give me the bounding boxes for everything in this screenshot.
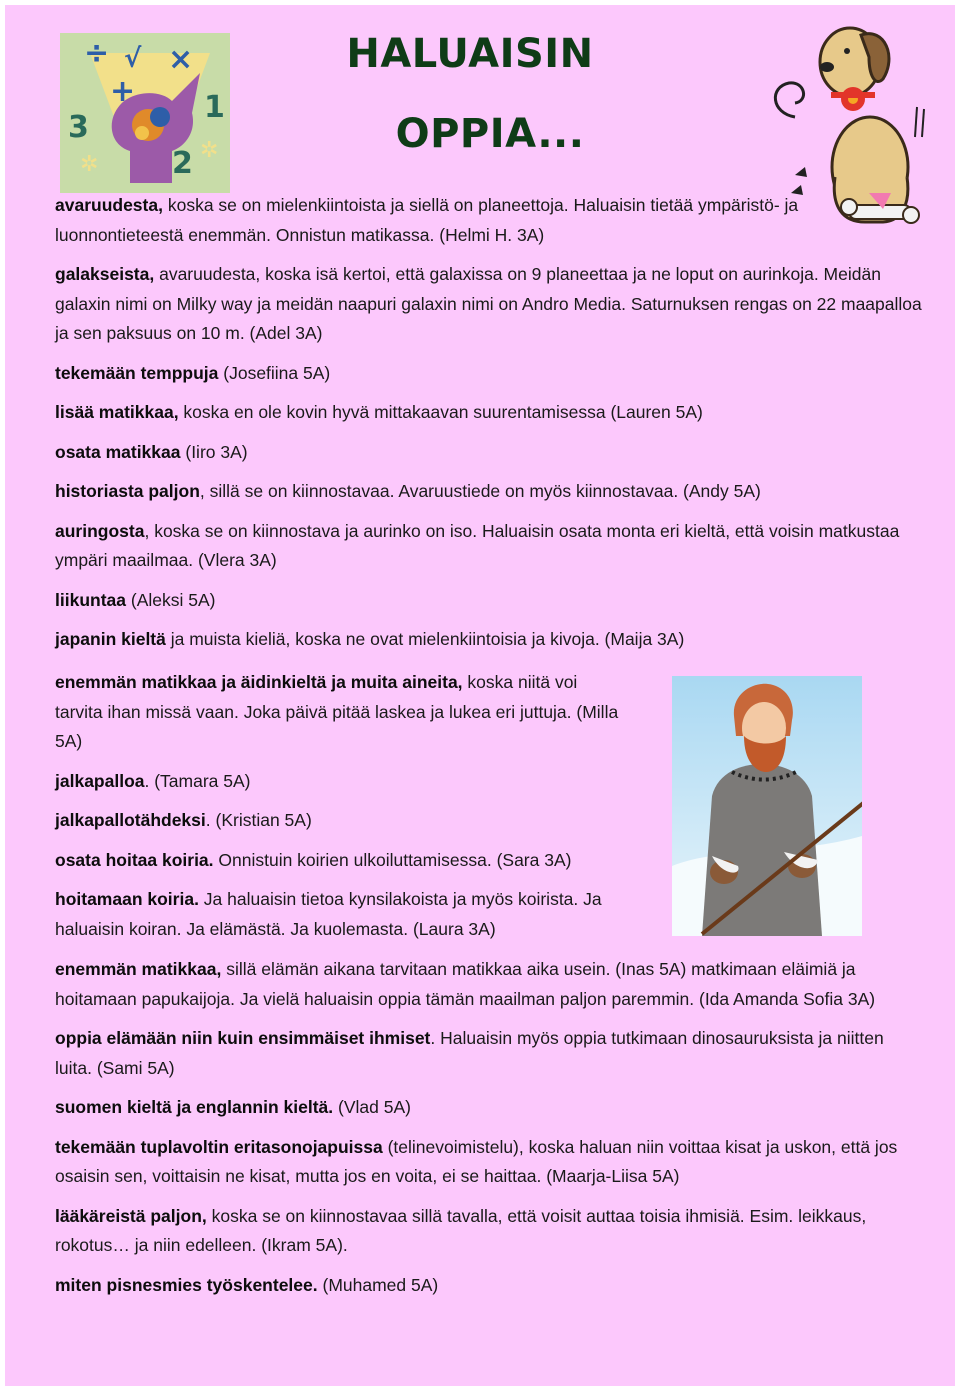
svg-text:√: √	[124, 44, 142, 74]
entry: tekemään temppuja (Josefiina 5A)	[55, 362, 331, 383]
entry: osata hoitaa koiria. Onnistuin koirien ulkoiluttamisessa. (Sara 3A)	[55, 849, 572, 870]
entries-bottom	[55, 955, 925, 1310]
page	[5, 5, 955, 1386]
entry: oppia elämään niin kuin ensimmäiset ihmiset. Haluaisin myös oppia tutkimaan dinosauruksista ja niitten luita. (Sami 5A)	[55, 1028, 884, 1078]
page-title-line1: HALUAISIN	[346, 31, 594, 77]
svg-text:✲: ✲	[200, 138, 219, 163]
entry: enemmän matikkaa, sillä elämän aikana tarvitaan matikkaa aika usein. (Inas 5A) matkimaan eläimiä ja hoitamaan papukaijoja. Ja vielä haluaisin oppia tämän maailman paljon paremmin. (Ida Amanda Sofia 3A)	[55, 959, 876, 1009]
svg-text:3: 3	[68, 110, 89, 145]
svg-text:1: 1	[204, 90, 225, 125]
entry: jalkapallotähdeksi. (Kristian 5A)	[55, 810, 312, 830]
svg-text:✲: ✲	[80, 152, 99, 177]
entry: enemmän matikkaa ja äidinkieltä ja muita aineita, koska niitä voi tarvita ihan missä vaan. Joka päivä pitää laskea ja lukea eri juttuja. (Milla 5A)	[55, 672, 619, 751]
entry: historiasta paljon, sillä se on kiinnostavaa. Avaruustiede on myös kiinnostavaa. (Andy 5A)	[55, 481, 761, 501]
explorer-illustration	[672, 676, 862, 936]
entry: miten pisnesmies työskentelee. (Muhamed 5A)	[55, 1274, 439, 1295]
entry: jalkapalloa. (Tamara 5A)	[55, 770, 251, 791]
entry: lääkäreistä paljon, koska se on kiinnostavaa sillä tavalla, että voisit auttaa toisia ihmisiä. Esim. leikkaus, rokotus… ja niin edelleen. (Ikram 5A).	[55, 1205, 867, 1255]
entry: japanin kieltä ja muista kieliä, koska ne ovat mielenkiintoisia ja kivoja. (Maija 3A)	[55, 629, 685, 649]
entry: tekemään tuplavoltin eritasonojapuissa (telinevoimistelu), koska haluan niin voittaa kisat ja uskon, että jos osaisin sen, voittaisin ne kisat, mutta jos en voita, ei se haittaa. (Maarja-Liisa 5A)	[55, 1136, 898, 1186]
entry: osata matikkaa (Iiro 3A)	[55, 441, 248, 462]
svg-text:+: +	[110, 74, 136, 109]
entry: avaruudesta, koska se on mielenkiintoista ja siellä on planeettoja. Haluaisin tietää ympäristö- ja luonnontieteestä enemmän. Onnistun matikassa. (Helmi H. 3A)	[55, 195, 799, 245]
entry: suomen kieltä ja englannin kieltä. (Vlad 5A)	[55, 1097, 411, 1117]
entry: auringosta, koska se on kiinnostava ja aurinko on iso. Haluaisin osata monta eri kieltä, että voisin matkustaa ympäri maailmaa. (Vlera 3A)	[55, 520, 900, 570]
svg-text:×: ×	[168, 42, 194, 77]
entry: hoitamaan koiria. Ja haluaisin tietoa kynsilakoista ja myös koirista. Ja haluaisin koiran. Ja elämästä. Ja kuolemasta. (Laura 3A)	[55, 889, 602, 939]
entries-top	[55, 191, 925, 665]
svg-text:2: 2	[172, 146, 193, 181]
entry: lisää matikkaa, koska en ole kovin hyvä mittakaavan suurentamisessa (Lauren 5A)	[55, 402, 703, 422]
entry: galakseista, avaruudesta, koska isä kertoi, että galaxissa on 9 planeettaa ja ne loput on aurinkoja. Meidän galaxin nimi on Milky way ja meidän naapuri galaxin nimi on Andro Media. Saturnuksen rengas on 22 maapalloa ja sen paksuus on 10 m. (Adel 3A)	[55, 264, 922, 343]
svg-text:÷: ÷	[84, 36, 110, 71]
entries-middle	[55, 668, 620, 954]
page-title-line2: OPPIA...	[395, 111, 585, 157]
entry: liikuntaa (Aleksi 5A)	[55, 589, 216, 610]
